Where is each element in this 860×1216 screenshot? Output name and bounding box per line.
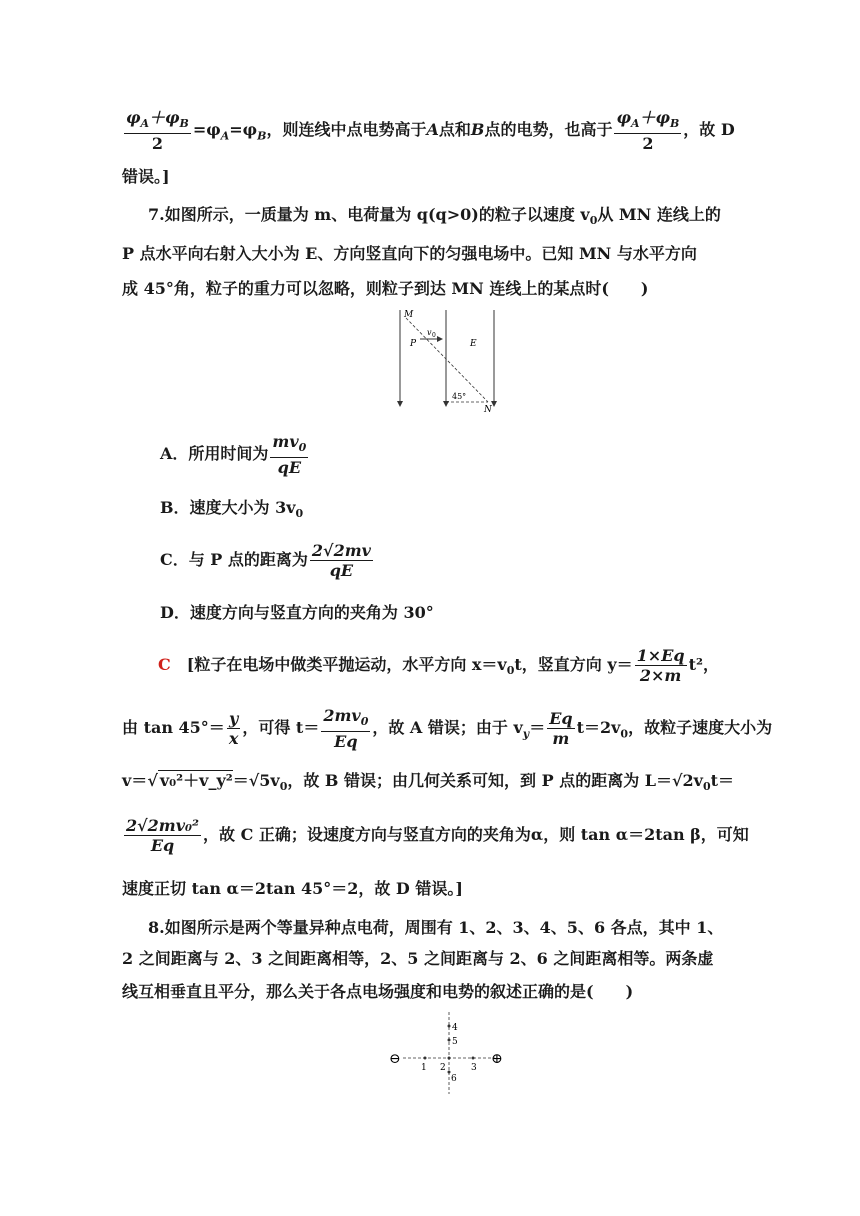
q8-figure [385, 1008, 515, 1098]
q7-stem-line-3: 成 45°角，粒子的重力可以忽略，则粒子到达 MN 连线上的某点时( ) [122, 279, 649, 298]
q8-stem-line-3: 线互相垂直且平分，那么关于各点电场强度和电势的叙述正确的是( ) [122, 982, 634, 1001]
q8-stem-line-1: 8.如图所示是两个等量异种点电荷，周围有 1、2、3、4、5、6 各点，其中 1、 [148, 918, 724, 937]
fraction: $\frac{\varphi_A+\varphi_B}{2}$ [616, 108, 680, 154]
q7-option-d[interactable]: D．速度方向与竖直方向的夹角为 30° [160, 603, 434, 622]
fraction: $\frac{\text{2√2mv₀²}}{Eq}$ [126, 816, 200, 855]
continuation-line-1: $\frac{\varphi_A+\varphi_B}{2}$ $=\varphi_A=\varphi_B$，则连线中点电势高于A点和B点的电势，也高于 $\frac{\varphi_A+\varphi_B}{2}$ ，故 D [126, 108, 735, 154]
positive-charge-icon: ⊕ [491, 1051, 503, 1067]
fraction: $\frac{1\times Eq}{2\times m}$ [636, 646, 685, 685]
q7-stem-line-2: P 点水平向右射入大小为 E、方向竖直向下的匀强电场中。已知 MN 与水平方向 [122, 244, 697, 263]
q8-stem-line-2: 2 之间距离与 2、3 之间距离相等，2、5 之间距离与 2、6 之间距离相等。两条虚 [122, 949, 714, 968]
label-p: P [410, 339, 417, 349]
point-2-label: 2 [440, 1063, 446, 1073]
negative-charge-icon: ⊖ [389, 1051, 401, 1067]
point-6-label: 6 [451, 1074, 457, 1084]
fraction: $\frac{\varphi_A+\varphi_B}{2}$ [126, 108, 189, 154]
label-angle: 45° [452, 392, 467, 401]
q7-answer-line: C [粒子在电场中做类平抛运动，水平方向 $x=v_0t$，竖直方向 y＝ $\frac{1\times Eq}{2\times m}$ t²， [158, 646, 719, 685]
q7-option-c[interactable]: C．与 P 点的距离为 $\frac{2√2mv}{qE}$ [160, 541, 371, 580]
label-v: v [427, 328, 432, 337]
answer-letter: C [158, 655, 171, 674]
explanation-line-3: v＝√ $v_0^2+v\_y^2=√5v_0$，故 B 错误；由几何关系可知，到 P 点的距离为 $L=√2v_0t=$ [122, 771, 735, 794]
q7-option-a[interactable]: A．所用时间为 $\frac{mv_0}{qE}$ [160, 432, 307, 478]
explanation-line-5: 速度正切 tan α＝2tan 45°＝2，故 D 错误。] [122, 879, 463, 898]
fraction: $\frac{y}{x}$ [228, 709, 239, 749]
q7-figure [390, 306, 510, 416]
q7-stem-line-1: 7.如图所示，一质量为 m、电荷量为 q(q>0)的粒子以速度 $v_0$从 MN 连线上的 [148, 205, 721, 228]
fraction: $\frac{2mv_0}{Eq}$ [323, 706, 369, 752]
point-1-label: 1 [421, 1063, 427, 1073]
explanation-line-4: $\frac{\text{2√2mv₀²}}{Eq}$ ，故 C 正确；设速度方向与竖直方向的夹角为α，则 tan α＝2tan β，可知 [126, 816, 749, 855]
point-5-label: 5 [452, 1037, 458, 1047]
fraction: $\frac{Eq}{m}$ [549, 709, 573, 749]
point-4-label: 4 [452, 1023, 458, 1033]
fraction: $\frac{mv_0}{qE}$ [272, 432, 307, 478]
label-e: E [470, 339, 477, 349]
label-n: N [484, 405, 492, 415]
continuation-line-2: 错误。] [122, 167, 170, 186]
label-m: M [404, 310, 414, 320]
mn-dashed-line [406, 318, 488, 402]
point-3-label: 3 [471, 1063, 477, 1073]
label-v-sub: 0 [432, 332, 436, 339]
fraction: $\frac{2√2mv}{qE}$ [311, 541, 371, 580]
q7-option-b[interactable]: B．速度大小为 $3v_0$ [160, 498, 304, 521]
explanation-line-2: 由 tan 45°＝ $\frac{y}{x}$ ，可得 t＝ $\frac{2mv_0}{Eq}$ ，故 A 错误；由于 $v_y=$ $\frac{Eq}{m}$ $t=2v_0$，故粒子速度大小为 [122, 706, 773, 752]
